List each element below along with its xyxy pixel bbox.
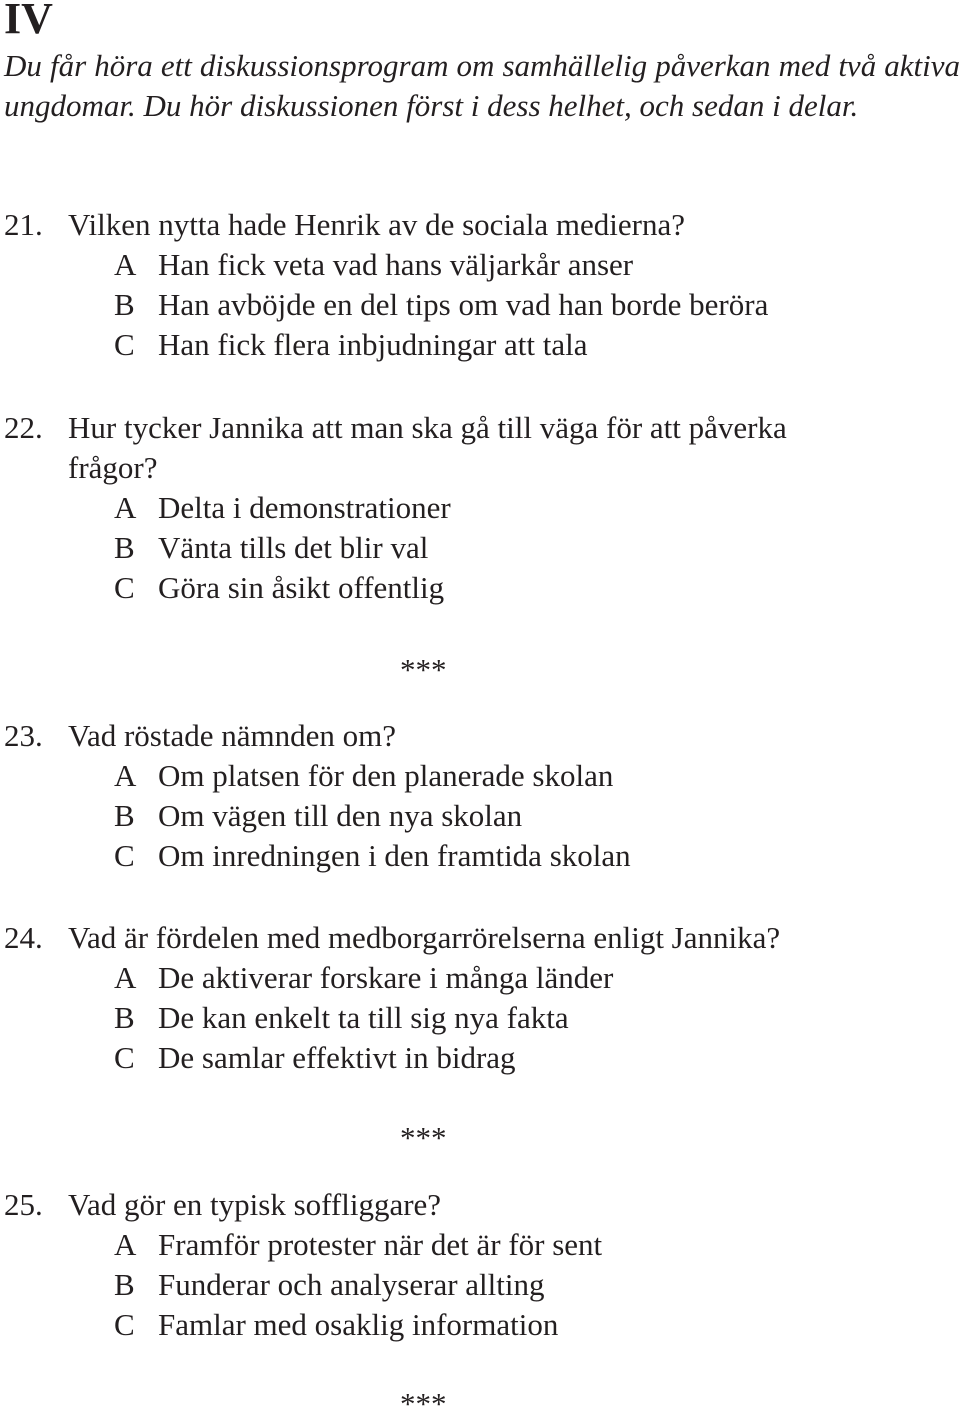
option-a (4, 756, 954, 796)
option-letter: B (114, 287, 135, 322)
question-number: 23. (4, 718, 43, 753)
option-letter: A (114, 758, 137, 793)
option-letter: A (114, 1227, 137, 1262)
question-21 (4, 205, 954, 365)
question-24 (4, 918, 954, 1078)
question-text-line (4, 918, 954, 958)
option-text: Funderar och analyserar allting (158, 1267, 545, 1302)
option-letter: C (114, 327, 135, 362)
question-number: 24. (4, 920, 43, 955)
section-separator: *** (400, 652, 447, 687)
option-letter: C (114, 1307, 135, 1342)
option-b (4, 998, 954, 1038)
option-text: Om inredningen i den framtida skolan (158, 838, 631, 873)
option-letter: A (114, 960, 137, 995)
question-text: Vilken nytta hade Henrik av de sociala medierna? (68, 207, 686, 242)
option-c (4, 836, 954, 876)
question-25 (4, 1185, 954, 1345)
option-text: De kan enkelt ta till sig nya fakta (158, 1000, 569, 1035)
option-text: Framför protester när det är för sent (158, 1227, 603, 1262)
question-text-continued: frågor? (68, 450, 158, 485)
section-heading: IV (4, 0, 53, 43)
question-text: Vad är fördelen med medborgarrörelserna enligt Jannika? (68, 920, 781, 955)
option-text: Om vägen till den nya skolan (158, 798, 523, 833)
question-text-line (4, 1185, 954, 1225)
option-text: Göra sin åsikt offentlig (158, 570, 445, 605)
section-separator: *** (400, 1120, 447, 1155)
option-text: De samlar effektivt in bidrag (158, 1040, 516, 1075)
question-text-line-2 (4, 448, 954, 488)
option-letter: B (114, 798, 135, 833)
option-text: Famlar med osaklig information (158, 1307, 559, 1342)
option-a (4, 1225, 954, 1265)
option-letter: C (114, 838, 135, 873)
question-22 (4, 408, 954, 608)
question-text: Vad gör en typisk soffliggare? (68, 1187, 442, 1222)
option-letter: C (114, 570, 135, 605)
question-number: 21. (4, 207, 43, 242)
option-b (4, 1265, 954, 1305)
option-letter: B (114, 1000, 135, 1035)
option-letter: A (114, 247, 137, 282)
option-text: Vänta tills det blir val (158, 530, 429, 565)
option-c (4, 568, 954, 608)
section-separator: *** (400, 1386, 447, 1421)
option-a (4, 245, 954, 285)
option-text: Han fick veta vad hans väljarkår anser (158, 247, 634, 282)
option-letter: B (114, 1267, 135, 1302)
option-c (4, 1305, 954, 1345)
question-text-line (4, 205, 954, 245)
option-c (4, 1038, 954, 1078)
option-text: Om platsen för den planerade skolan (158, 758, 614, 793)
option-a (4, 488, 954, 528)
option-b (4, 528, 954, 568)
option-b (4, 796, 954, 836)
option-text: Han avböjde en del tips om vad han borde beröra (158, 287, 769, 322)
question-number: 22. (4, 410, 43, 445)
option-a (4, 958, 954, 998)
option-text: De aktiverar forskare i många länder (158, 960, 614, 995)
question-text: Vad röstade nämnden om? (68, 718, 396, 753)
option-text: Delta i demonstrationer (158, 490, 451, 525)
question-text-line (4, 716, 954, 756)
question-text: Hur tycker Jannika att man ska gå till väga för att påverka (68, 410, 787, 445)
option-text: Han fick flera inbjudningar att tala (158, 327, 588, 362)
option-b (4, 285, 954, 325)
question-text-line (4, 408, 954, 448)
option-c (4, 325, 954, 365)
question-number: 25. (4, 1187, 43, 1222)
option-letter: B (114, 530, 135, 565)
question-23 (4, 716, 954, 876)
option-letter: C (114, 1040, 135, 1075)
section-intro: Du får höra ett diskussionsprogram om samhällelig påverkan med två aktiva ungdomar. Du hör diskussionen först i dess helhet, och sedan i delar. (4, 48, 960, 123)
option-letter: A (114, 490, 137, 525)
